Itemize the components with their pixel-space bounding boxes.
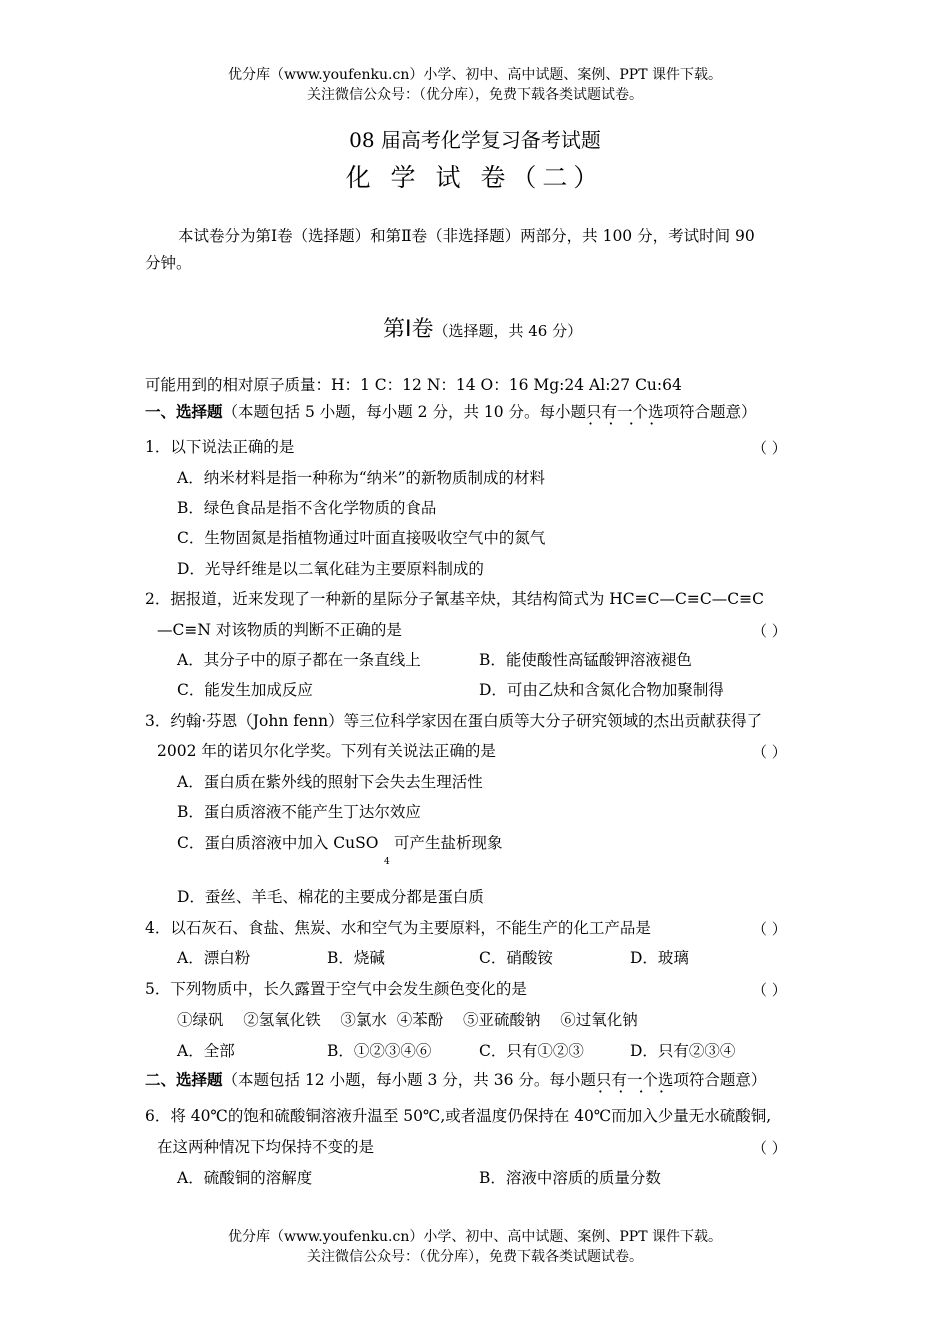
- section2-desc-end: 选项符合题意）: [657, 1071, 767, 1089]
- section1-heading: [145, 402, 757, 422]
- q1-option-d: D．光导纤维是以二氧化硅为主要原料制成的: [177, 560, 484, 578]
- q5-stem: 5．下列物质中，长久露置于空气中会发生颜色变化的是: [145, 980, 527, 998]
- section2-desc: （本题包括 12 小题，每小题 3 分，共 36 分。每小题: [222, 1071, 596, 1089]
- q2-stem-2: —C≡N 对该物质的判断不正确的是: [157, 621, 402, 639]
- intro-line-1: 本试卷分为第Ⅰ卷（选择题）和第Ⅱ卷（非选择题）两部分，共 100 分，考试时间 90: [178, 227, 755, 245]
- q4-option-a: A．漂白粉: [177, 949, 251, 967]
- q1-option-c: C．生物固氮是指植物通过叶面直接吸收空气中的氮气: [177, 529, 546, 547]
- q2-option-d: D．可由乙炔和含氮化合物加聚制得: [479, 681, 724, 699]
- section2-emphasis: 只有一个 · ·: [596, 1070, 658, 1090]
- part1-subtitle: （选择题，共 46 分）: [433, 322, 583, 340]
- part1-title: 第Ⅰ卷: [383, 317, 434, 342]
- q6-answer-paren: （ ）: [752, 1139, 787, 1157]
- header-line-1: 优分库（www.youfenku.cn）小学、初中、高中试题、案例、PPT 课件下载。: [227, 67, 722, 83]
- exam-title: 08 届高考化学复习备考试题: [349, 128, 601, 152]
- q5-option-a: A．全部: [177, 1042, 235, 1060]
- footer-line-2: 关注微信公众号：（优分库），免费下载各类试题试卷。: [307, 1249, 643, 1265]
- section1-emphasis: 只有一个 · ·: [586, 402, 648, 422]
- q2-option-a: A．其分子中的原子都在一条直线上: [177, 651, 421, 669]
- q3-option-c-subscript: 4: [384, 857, 390, 867]
- section1-desc-end: 选项符合题意）: [648, 403, 757, 421]
- q3-option-c: [177, 833, 378, 853]
- q5-option-d: D．只有②③④: [630, 1042, 736, 1060]
- q5-answer-paren: （ ）: [752, 981, 787, 999]
- q3-answer-paren: （ ）: [752, 743, 787, 761]
- exam-subtitle: 化 学 试 卷（二）: [345, 163, 605, 192]
- q3-option-d: D．蚕丝、羊毛、棉花的主要成分都是蛋白质: [177, 888, 484, 906]
- section1-desc: （本题包括 5 小题，每小题 2 分，共 10 分。每小题: [222, 403, 587, 421]
- q4-stem: 4．以石灰石、食盐、焦炭、水和空气为主要原料，不能生产的化工产品是: [145, 919, 651, 937]
- q3-option-a: A．蛋白质在紫外线的照射下会失去生理活性: [177, 773, 483, 791]
- q5-option-c: C．只有①②③: [479, 1042, 584, 1060]
- section2-label: 二、选择题: [145, 1070, 223, 1089]
- q1-option-b: B．绿色食品是指不含化学物质的食品: [177, 499, 437, 517]
- q2-stem-1: 2．据报道，近来发现了一种新的星际分子氰基辛炔，其结构简式为 HC≡C—C≡C—C≡C: [145, 590, 764, 608]
- q2-option-b: B．能使酸性高锰酸钾溶液褪色: [479, 651, 692, 669]
- header-line-2: 关注微信公众号：（优分库），免费下载各类试题试卷。: [307, 87, 643, 103]
- part1-heading: [383, 312, 582, 343]
- q3-option-c-text: C．蛋白质溶液中加入 CuSO: [177, 834, 379, 852]
- q6-stem-1: 6．将 40℃的饱和硫酸铜溶液升温至 50℃,或者温度仍保持在 40℃而加入少量无水硫酸铜,: [145, 1107, 772, 1125]
- q1-option-a: A．纳米材料是指一种称为“纳米”的新物质制成的材料: [177, 469, 546, 487]
- q6-option-a: A．硫酸铜的溶解度: [177, 1169, 313, 1187]
- q1-answer-paren: （ ）: [752, 439, 787, 457]
- q4-option-d: D．玻璃: [630, 949, 689, 967]
- footer-line-1: 优分库（www.youfenku.cn）小学、初中、高中试题、案例、PPT 课件下载。: [227, 1229, 722, 1245]
- section1-label: 一、选择题: [145, 402, 223, 421]
- q6-option-b: B．溶液中溶质的质量分数: [479, 1169, 661, 1187]
- q2-option-c: C．能发生加成反应: [177, 681, 313, 699]
- atomic-masses: 可能用到的相对原子质量：H：1 C：12 N：14 O：16 Mg:24 Al:27 Cu:64: [145, 376, 682, 394]
- q3-option-c-text-end: 可产生盐析现象: [394, 834, 503, 852]
- q4-option-b: B．烧碱: [327, 949, 385, 967]
- section2-heading: [145, 1070, 766, 1090]
- q5-option-b: B．①②③④⑥: [327, 1042, 432, 1060]
- q3-stem-2: 2002 年的诺贝尔化学奖。下列有关说法正确的是: [157, 742, 496, 760]
- q5-items: ①绿矾 ②氢氧化铁 ③氯水 ④苯酚 ⑤亚硫酸钠 ⑥过氧化钠: [177, 1011, 638, 1029]
- q3-option-b: B．蛋白质溶液不能产生丁达尔效应: [177, 803, 421, 821]
- intro-line-2: 分钟。: [145, 254, 192, 272]
- q4-option-c: C．硝酸铵: [479, 949, 553, 967]
- q2-answer-paren: （ ）: [752, 622, 787, 640]
- q6-stem-2: 在这两种情况下均保持不变的是: [157, 1138, 375, 1156]
- q4-answer-paren: （ ）: [752, 920, 787, 938]
- q3-stem-1: 3．约翰·芬恩（John fenn）等三位科学家因在蛋白质等大分子研究领域的杰出贡献获得了: [145, 712, 763, 730]
- q1-stem: 1．以下说法正确的是: [145, 438, 295, 456]
